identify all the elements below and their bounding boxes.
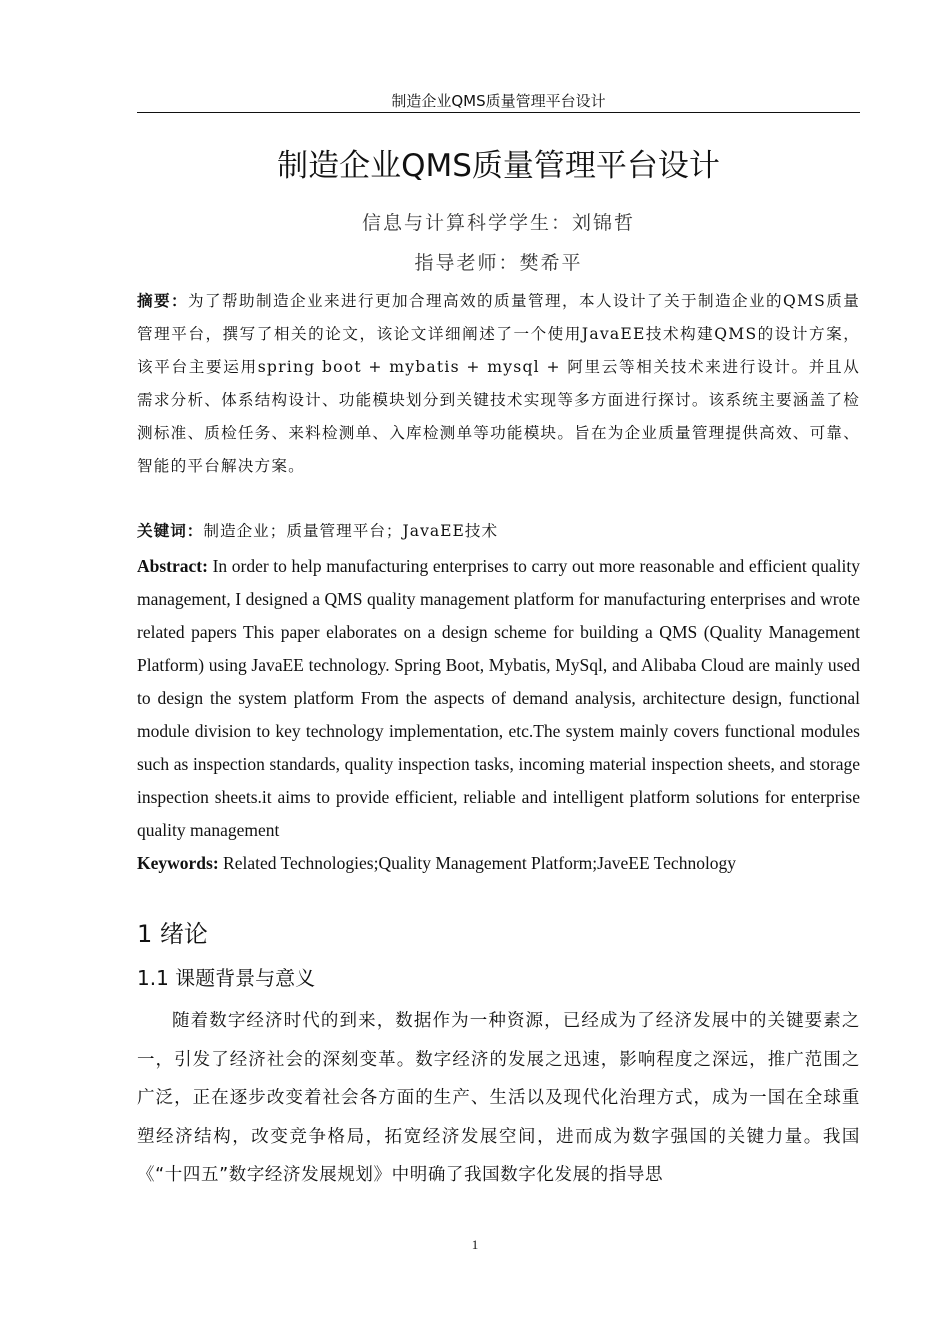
advisor-byline: 指导老师：樊希平 <box>414 252 583 274</box>
running-header: 制造企业QMS质量管理平台设计 <box>391 92 606 110</box>
keywords-english-text: Related Technologies;Quality Management Platform;JaveEE Technology <box>223 853 737 873</box>
body-paragraph: 随着数字经济时代的到来，数据作为一种资源，已经成为了经济发展中的关键要素之一，引发了经济社会的深刻变革。数字经济的发展之迅速，影响程度之深远，推广范围之广泛，正在逐步改变着社会各方面的生产、生活以及现代化治理方式，成为一国在全球重塑经济结构，改变竞争格局，拓宽经济发展空间，进而成为数字强国的关键力量。我国《“十四五”数字经济发展规划》中明确了我国数字化发展的指导思 <box>137 1011 860 1185</box>
section-heading: 1 绪论 <box>137 920 208 948</box>
keywords-chinese-label: 关键词： <box>137 521 204 540</box>
page-number: 1 <box>471 1237 479 1252</box>
abstract-english-label: Abstract: <box>137 556 208 576</box>
abstract-chinese <box>137 284 860 483</box>
keywords-chinese-text: 制造企业；质量管理平台；JavaEE技术 <box>203 522 499 540</box>
abstract-chinese-text: 为了帮助制造企业来进行更加合理高效的质量管理，本人设计了关于制造企业的QMS质量管理平台，撰写了相关的论文，该论文详细阐述了一个使用JavaEE技术构建QMS的设计方案，该平台主要运用spring boot + mybatis + mysql + 阿里云等相关技术来进行设计。并且从需求分析、体系结构设计、功能模块划分到关键技术实现等多方面进行探讨。该系统主要涵盖了检测标准、质检任务、来料检测单、入库检测单等功能模块。旨在为企业质量管理提供高效、可靠、智能的平台解决方案。 <box>137 292 860 475</box>
paper-title: 制造企业QMS质量管理平台设计 <box>277 148 720 184</box>
keywords-english-label: Keywords: <box>137 853 219 873</box>
keywords-chinese <box>137 516 860 546</box>
abstract-english-text: In order to help manufacturing enterprises to carry out more reasonable and efficient quality management, I designed a QMS quality management platform for manufacturing enterprises and wrote related papers This paper elaborates on a design scheme for building a QMS (Quality Management Platform) using JavaEE technology. Spring Boot, Mybatis, MySql, and Alibaba Cloud are mainly used to design the system platform From the aspects of demand analysis, architecture design, functional module division to key technology implementation, etc.The system mainly covers functional modules such as inspection standards, quality inspection tasks, incoming material inspection sheets, and storage inspection sheets.it aims to provide efficient, reliable and intelligent platform solutions for enterprise quality management <box>137 556 860 840</box>
subsection-heading: 1.1 课题背景与意义 <box>137 966 316 990</box>
keywords-english <box>137 848 860 878</box>
abstract-chinese-label: 摘要： <box>137 291 188 310</box>
student-byline: 信息与计算科学学生：刘锦哲 <box>361 212 635 234</box>
abstract-english <box>137 550 860 847</box>
header-rule <box>137 112 860 113</box>
